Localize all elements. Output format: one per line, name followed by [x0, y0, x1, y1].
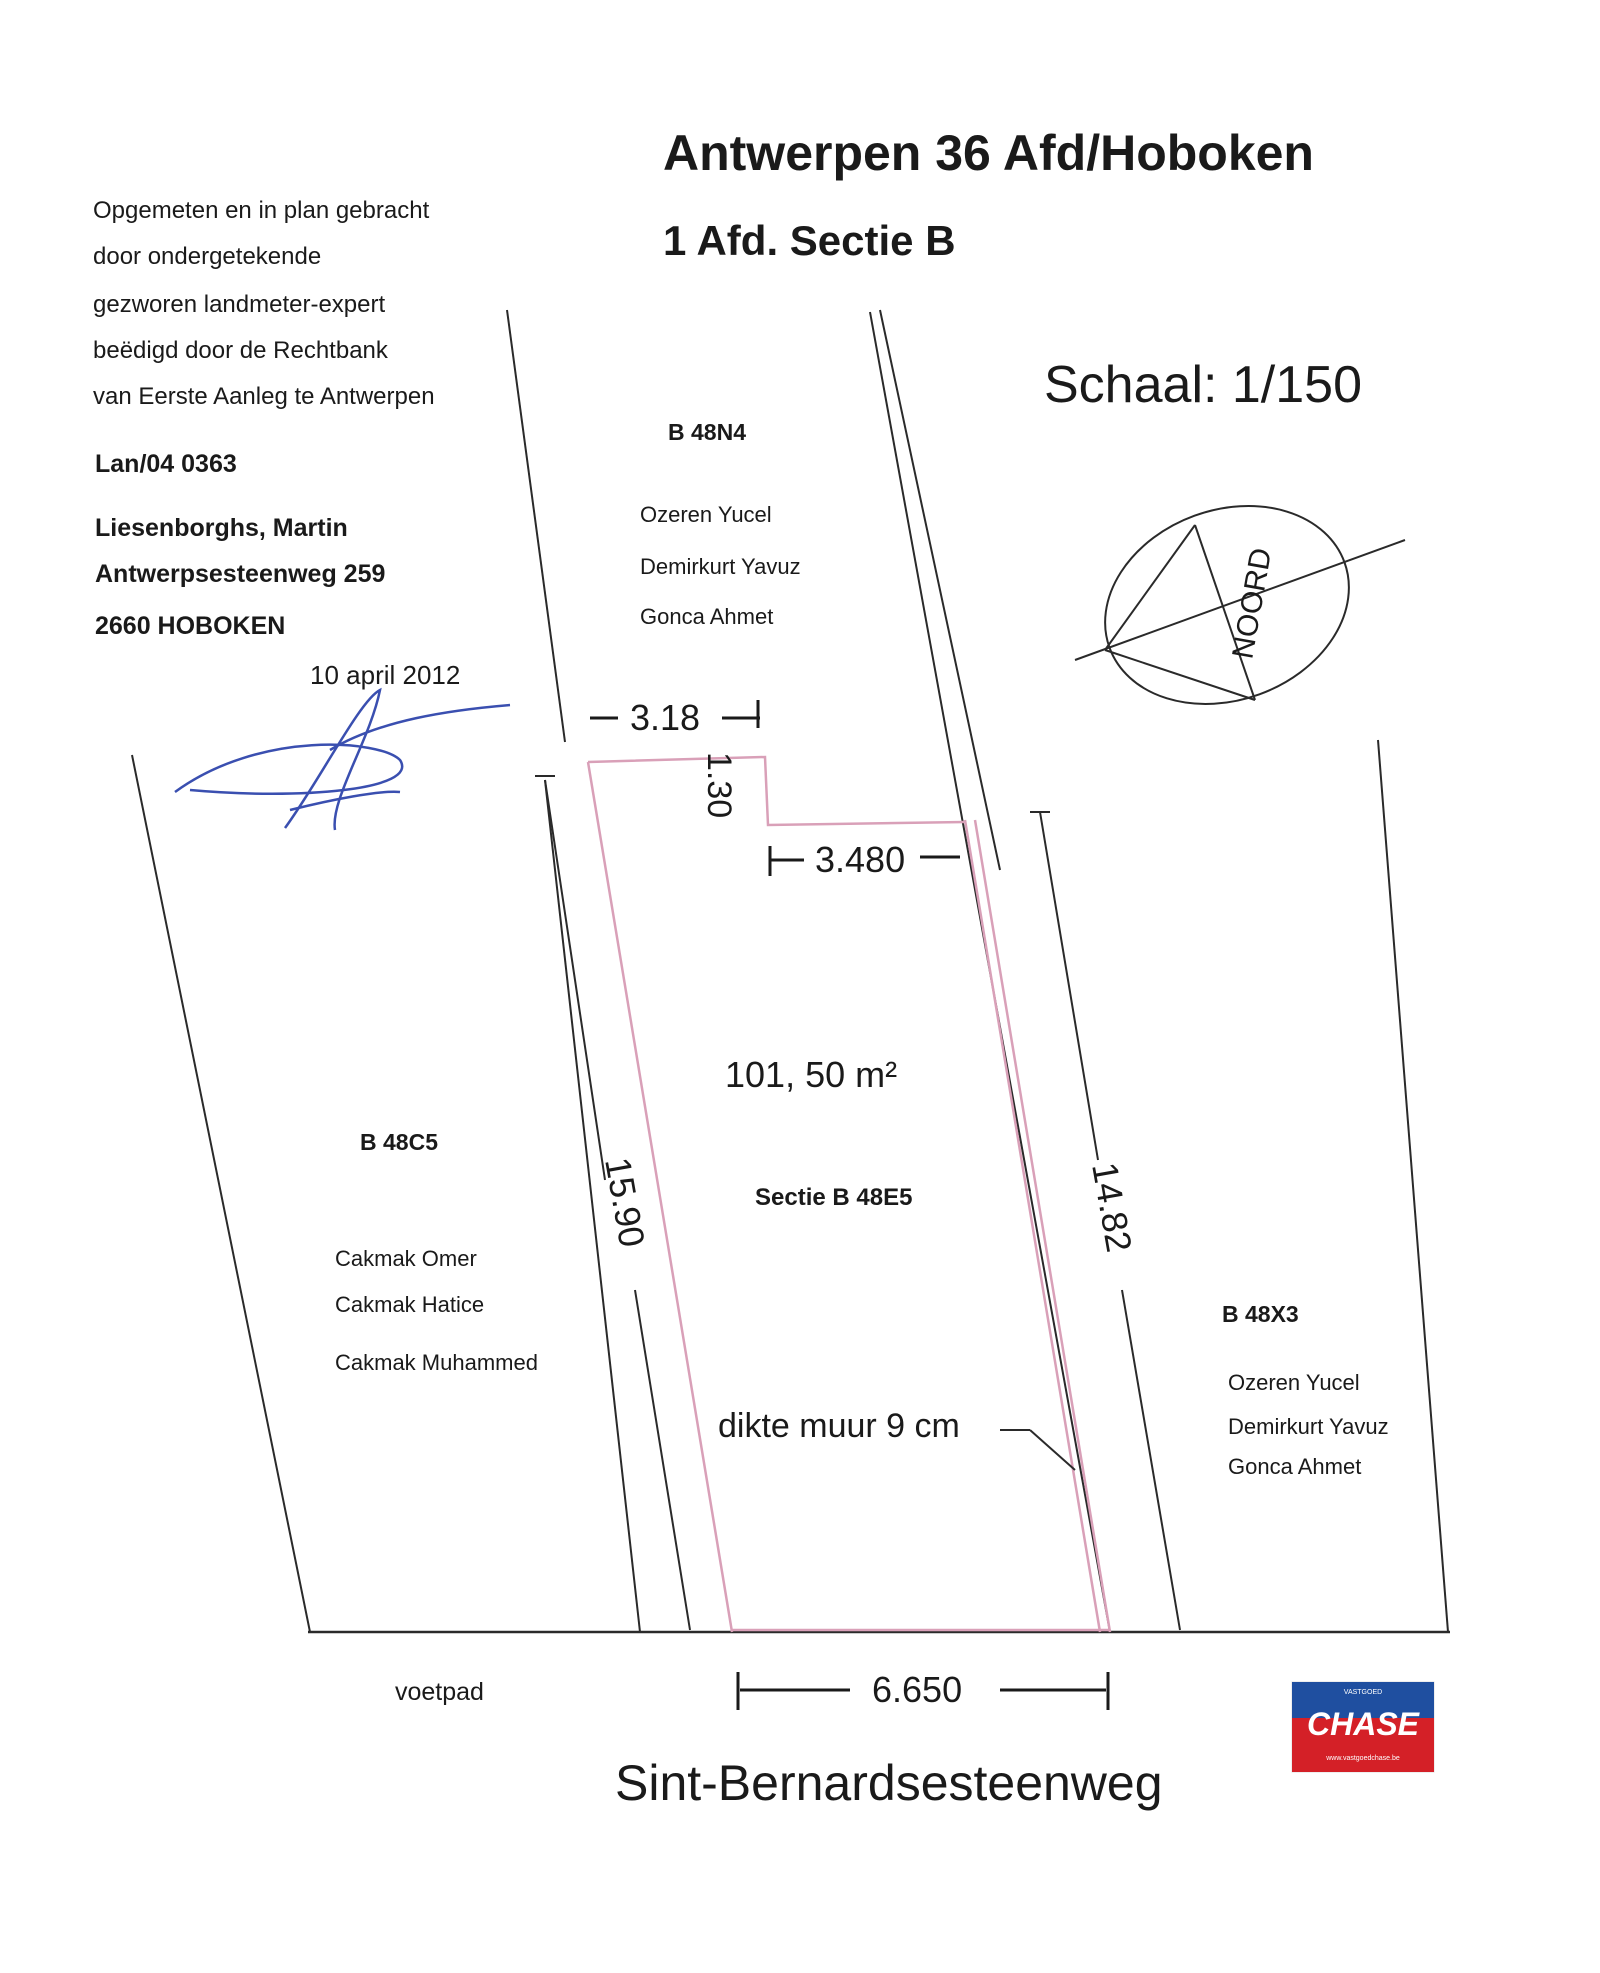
dim-right-depth: 14.82: [1084, 1159, 1141, 1256]
right-outer-boundary: [1378, 740, 1448, 1632]
parcel-east-owner: Gonca Ahmet: [1228, 1454, 1362, 1479]
wall-thickness-note: dikte muur 9 cm: [718, 1407, 960, 1445]
parcel-north-owner: Ozeren Yucel: [640, 502, 772, 527]
surveyor-line: door ondergetekende: [93, 243, 322, 270]
parcel-subject-code: Sectie B 48E5: [755, 1184, 913, 1211]
dim-front-width: 6.650: [872, 1669, 963, 1710]
surveyor-line: van Eerste Aanleg te Antwerpen: [93, 383, 435, 410]
signature: [175, 690, 510, 830]
surveyor-line: beëdigd door de Rechtbank: [93, 337, 388, 364]
left-outer-boundary: [132, 755, 310, 1632]
logo-top-text: VASTGOED: [1343, 1689, 1383, 1696]
logo-url-text: www.vastgoedchase.be: [1326, 1755, 1400, 1762]
parcel-north-owner: Demirkurt Yavuz: [640, 554, 801, 579]
surveyor-street: Antwerpsesteenweg 259: [95, 560, 386, 588]
dim-top-left-width: 3.18: [630, 697, 701, 738]
compass: [1075, 473, 1405, 737]
dim-top-right-width: 3.480: [815, 839, 906, 880]
parcel-east-owner: Demirkurt Yavuz: [1228, 1414, 1389, 1439]
parcel-north-owner: Gonca Ahmet: [640, 604, 774, 629]
title-line2: 1 Afd. Sectie B: [663, 217, 956, 264]
title-line1: Antwerpen 36 Afd/Hoboken: [663, 125, 1314, 181]
middle-boundary-b: [880, 310, 1000, 870]
parcel-west-owner: Cakmak Hatice: [335, 1292, 485, 1317]
logo-brand-text: CHASE: [1306, 1706, 1420, 1742]
surveyor-line: gezworen landmeter-expert: [93, 291, 386, 318]
chase-logo: [1292, 1682, 1434, 1772]
parcel-west-owner: Cakmak Omer: [335, 1246, 477, 1271]
parcel-area: 101, 50 m²: [725, 1054, 898, 1095]
scale-label: Schaal: 1/150: [1044, 356, 1363, 414]
survey-date: 10 april 2012: [310, 660, 461, 690]
parcel-east-owner: Ozeren Yucel: [1228, 1370, 1360, 1395]
parcel-west-owner: Cakmak Muhammed: [335, 1350, 538, 1375]
parcel-right-wall-b: [975, 820, 1110, 1632]
surveyor-name: Liesenborghs, Martin: [95, 514, 348, 542]
street-name: Sint-Bernardsesteenweg: [615, 1755, 1163, 1811]
parcel-east-code: B 48X3: [1222, 1301, 1299, 1327]
sidewalk-label: voetpad: [395, 1678, 484, 1706]
surveyor-block: [93, 197, 435, 410]
surveyor-ref: Lan/04 0363: [95, 450, 237, 478]
parcel-west-code: B 48C5: [360, 1129, 438, 1155]
dim-step: 1.30: [700, 752, 738, 819]
compass-label: NOORD: [1226, 545, 1279, 662]
parcel-north-code: B 48N4: [668, 419, 746, 445]
parcel-right-wall-a: [965, 820, 1100, 1632]
left-upper-boundary: [507, 310, 565, 742]
surveyor-city: 2660 HOBOKEN: [95, 612, 286, 640]
dim-left-depth: 15.90: [597, 1154, 654, 1251]
surveyor-line: Opgemeten en in plan gebracht: [93, 197, 430, 224]
